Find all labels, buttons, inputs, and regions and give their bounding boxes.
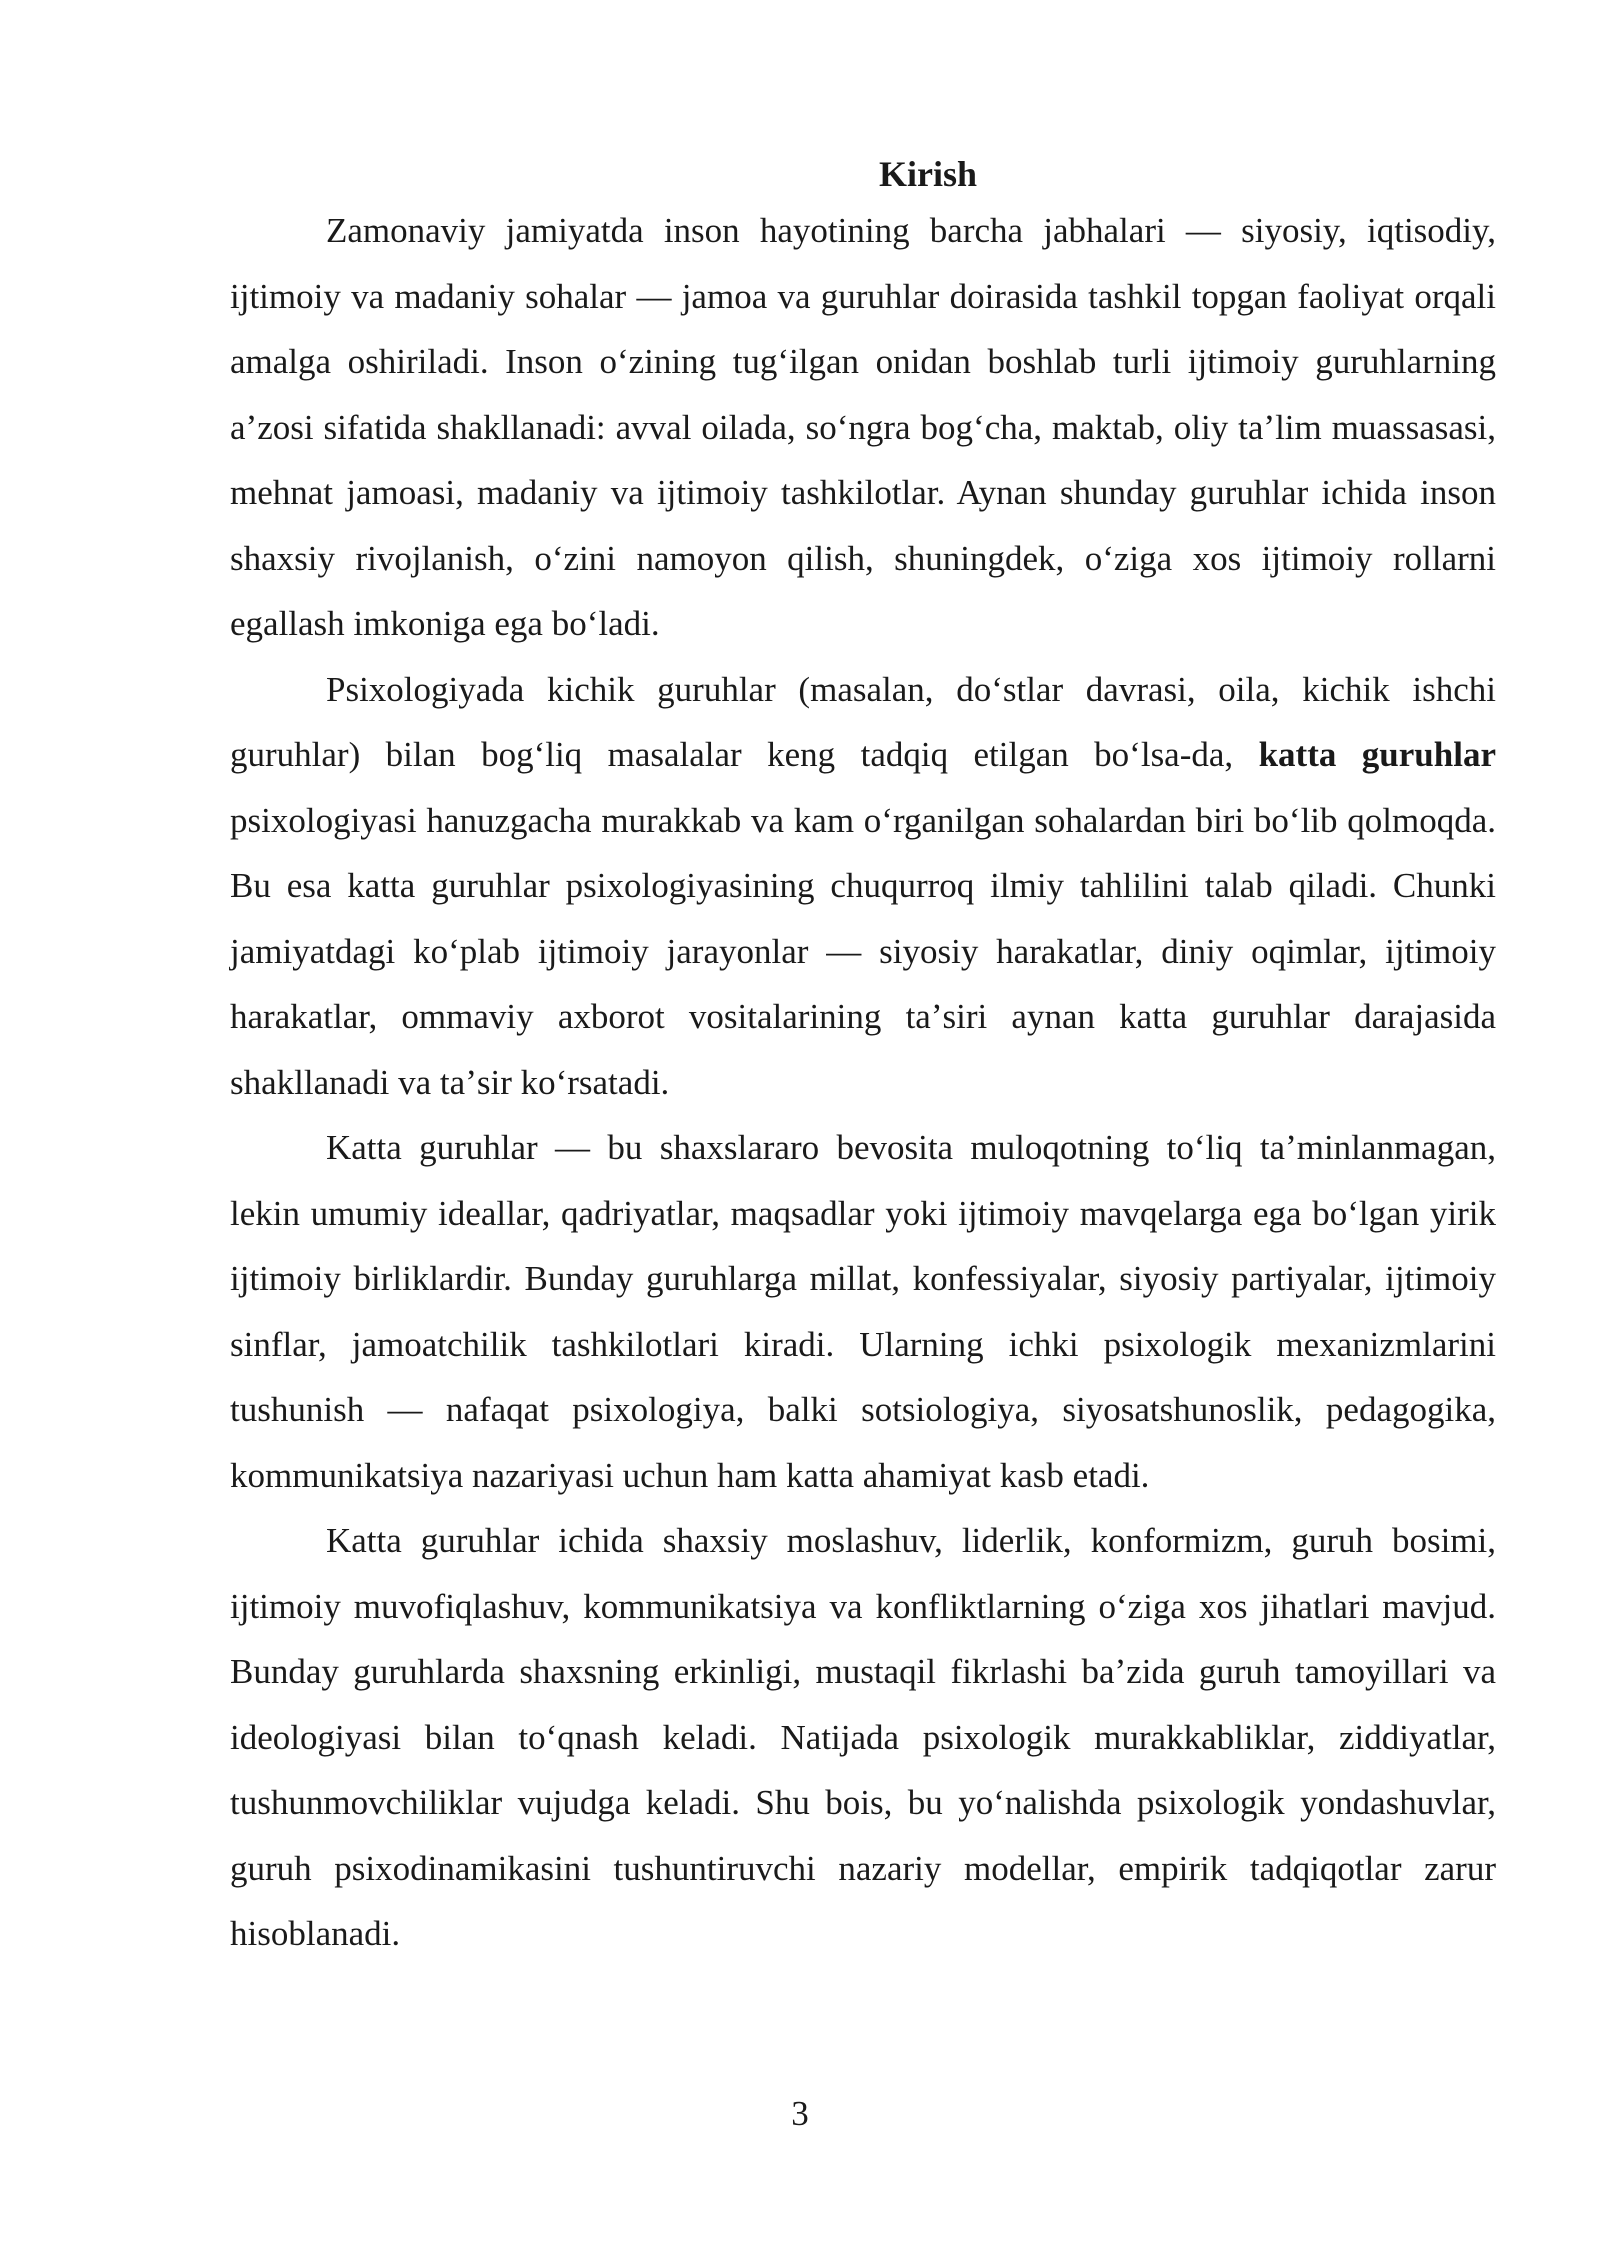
paragraph-2-bold-term: katta guruhlar <box>1258 735 1496 774</box>
paragraph-2-text-after: psixologiyasi hanuzgacha murakkab va kam oʻrganilgan sohalardan biri boʻlib qolmoqda. Bu esa katta guruhlar psixologiyasining chuqurroq ilmiy tahlilini talab qiladi. Chunki jamiyatdagi koʻplab ijtimoiy jarayonlar — siyosiy harakatlar, diniy oqimlar, ijtimoiy harakatlar, ommaviy axborot vositalarining taʼsiri aynan katta guruhlar darajasida shakllanadi va taʼsir koʻrsatadi. <box>230 800 1496 1102</box>
paragraph-4: Katta guruhlar ichida shaxsiy moslashuv, liderlik, konformizm, guruh bosimi, ijtimoiy muvofiqlashuv, kommunikatsiya va konfliktlarning oʻziga xos jihatlari mavjud. Bunday guruhlarda shaxsning erkinligi, mustaqil fikrlashi baʼzida guruh tamoyillari va ideologiyasi bilan toʻqnash keladi. Natijada psixologik murakkabliklar, ziddiyatlar, tushunmovchiliklar vujudga keladi. Shu bois, bu yoʻnalishda psixologik yondashuvlar, guruh psixodinamikasini tushuntiruvchi nazariy modellar, empirik tadqiqotlar zarur hisoblanadi. <box>230 1521 1496 1953</box>
paragraph-1: Zamonaviy jamiyatda inson hayotining barcha jabhalari — siyosiy, iqtisodiy, ijtimoiy va madaniy sohalar — jamoa va guruhlar doirasida tashkil topgan faoliyat orqali amalga oshiriladi. Inson oʻzining tugʻilgan onidan boshlab turli ijtimoiy guruhlarning aʼzosi sifatida shakllanadi: avval oilada, soʻngra bogʻcha, maktab, oliy taʼlim muassasasi, mehnat jamoasi, madaniy va ijtimoiy tashkilotlar. Aynan shunday guruhlar ichida inson shaxsiy rivojlanish, oʻzini namoyon qilish, shuningdek, oʻziga xos ijtimoiy rollarni egallash imkoniga ega boʻladi. <box>230 211 1496 643</box>
paragraph-2 <box>230 657 1496 1116</box>
section-heading: Kirish <box>878 154 977 194</box>
page-number: 3 <box>791 2094 809 2133</box>
text-block <box>230 150 1496 1967</box>
paragraph-2-text-before: Psixologiyada kichik guruhlar (masalan, doʻstlar davrasi, oila, kichik ishchi guruhlar) bilan bogʻliq masalalar keng tadqiq etilgan boʻlsa-da, <box>230 669 1496 774</box>
paragraph-3: Katta guruhlar — bu shaxslararo bevosita muloqotning toʻliq taʼminlanmagan, lekin umumiy ideallar, qadriyatlar, maqsadlar yoki ijtimoiy mavqelarga ega boʻlgan yirik ijtimoiy birliklardir. Bunday guruhlarga millat, konfessiyalar, siyosiy partiyalar, ijtimoiy sinflar, jamoatchilik tashkilotlari kiradi. Ularning ichki psixologik mexanizmlarini tushunish — nafaqat psixologiya, balki sotsiologiya, siyosatshunoslik, pedagogika, kommunikatsiya nazariyasi uchun ham katta ahamiyat kasb etadi. <box>230 1128 1496 1495</box>
